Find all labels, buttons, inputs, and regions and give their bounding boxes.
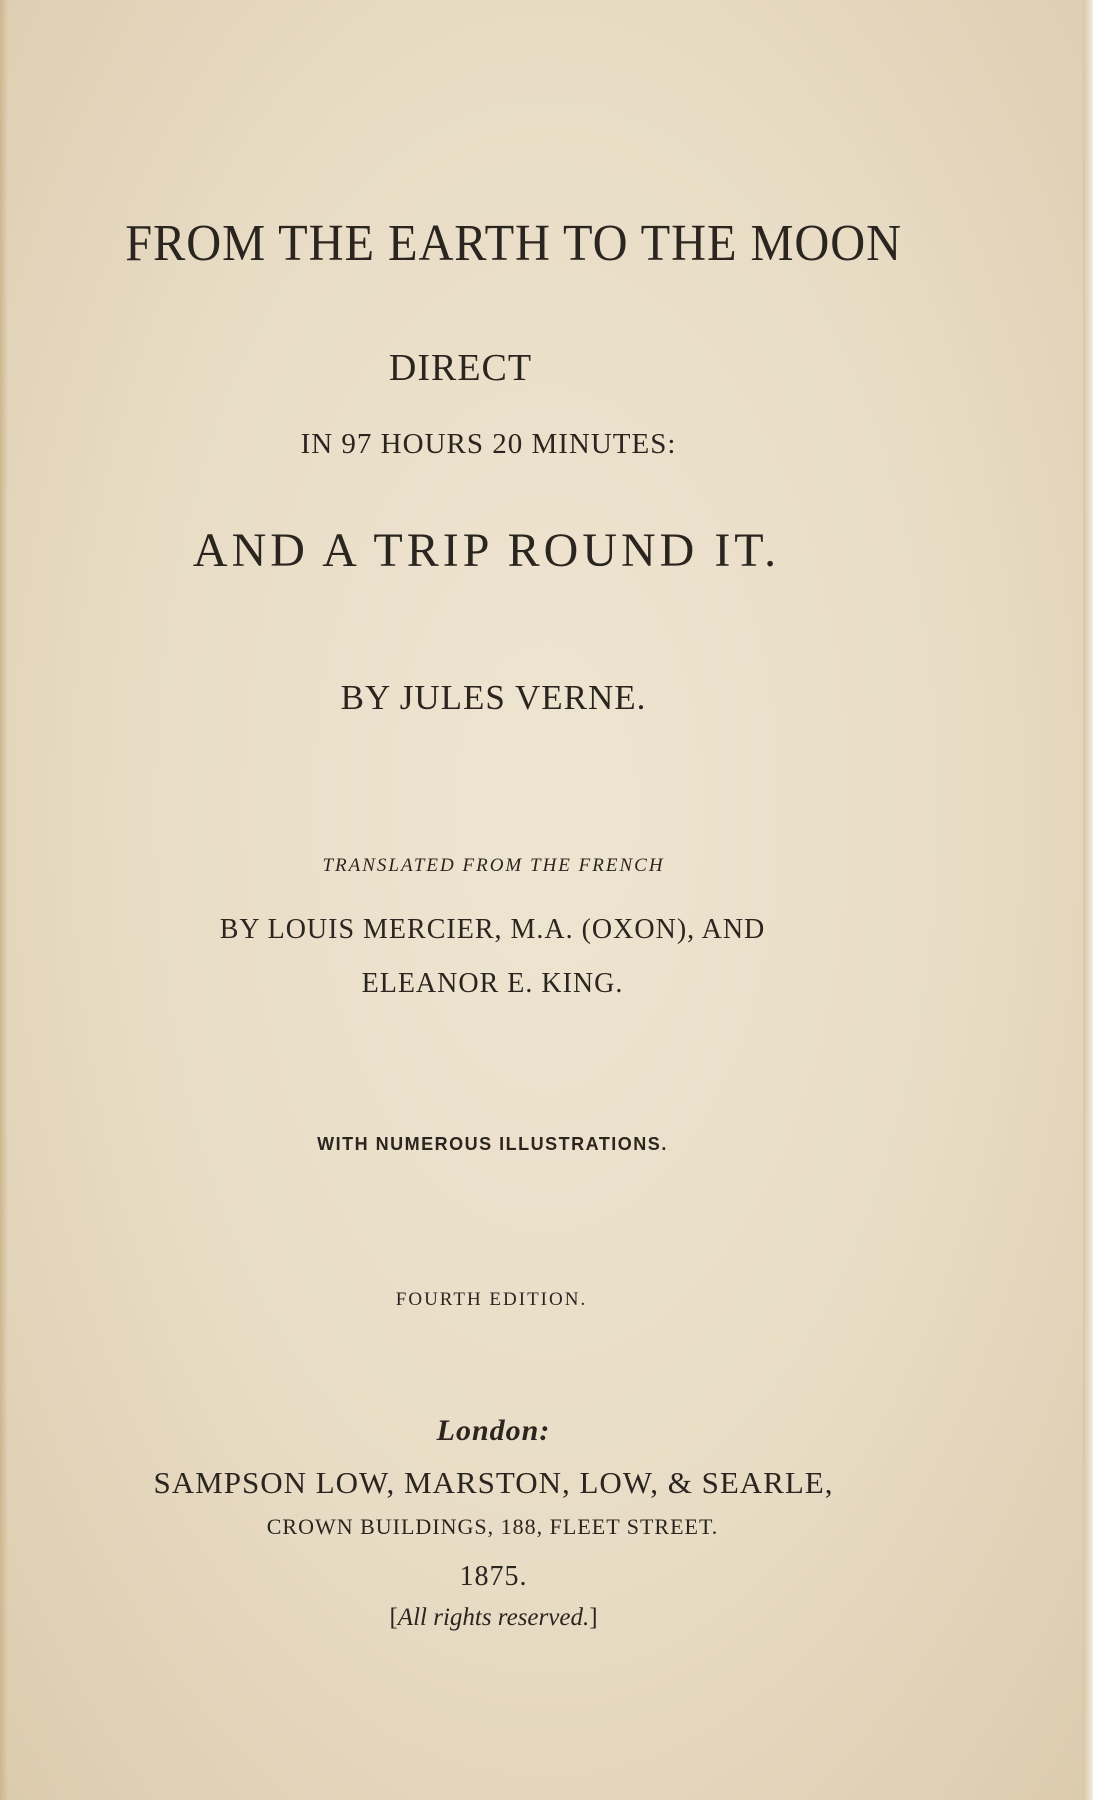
publisher-address: CROWN BUILDINGS, 188, FLEET STREET. xyxy=(266,1514,719,1539)
rights-notice xyxy=(0,1604,1040,1632)
author-line: BY JULES VERNE. xyxy=(340,678,647,717)
subtitle-direct: DIRECT xyxy=(388,347,533,389)
rights-close-bracket: ] xyxy=(589,1604,598,1631)
translators-line-1: BY LOUIS MERCIER, M.A. (OXON), AND xyxy=(219,914,766,945)
publication-year: 1875. xyxy=(459,1561,528,1592)
publication-city: London: xyxy=(436,1414,551,1447)
edition-note: FOURTH EDITION. xyxy=(395,1289,588,1310)
subtitle-trip: AND A TRIP ROUND IT. xyxy=(192,524,781,577)
subtitle-hours: IN 97 HOURS 20 MINUTES: xyxy=(300,428,677,460)
book-title: FROM THE EARTH TO THE MOON xyxy=(125,215,902,272)
rights-text: All rights reserved. xyxy=(397,1604,590,1631)
publisher-name: SAMPSON LOW, MARSTON, LOW, & SEARLE, xyxy=(153,1465,834,1500)
translated-from: TRANSLATED FROM THE FRENCH xyxy=(322,855,665,876)
rights-open-bracket: [ xyxy=(389,1604,398,1631)
illustrations-note: WITH NUMEROUS ILLUSTRATIONS. xyxy=(317,1134,668,1154)
page-right-edge xyxy=(1083,0,1093,1800)
translators-line-2: ELEANOR E. KING. xyxy=(361,968,624,999)
